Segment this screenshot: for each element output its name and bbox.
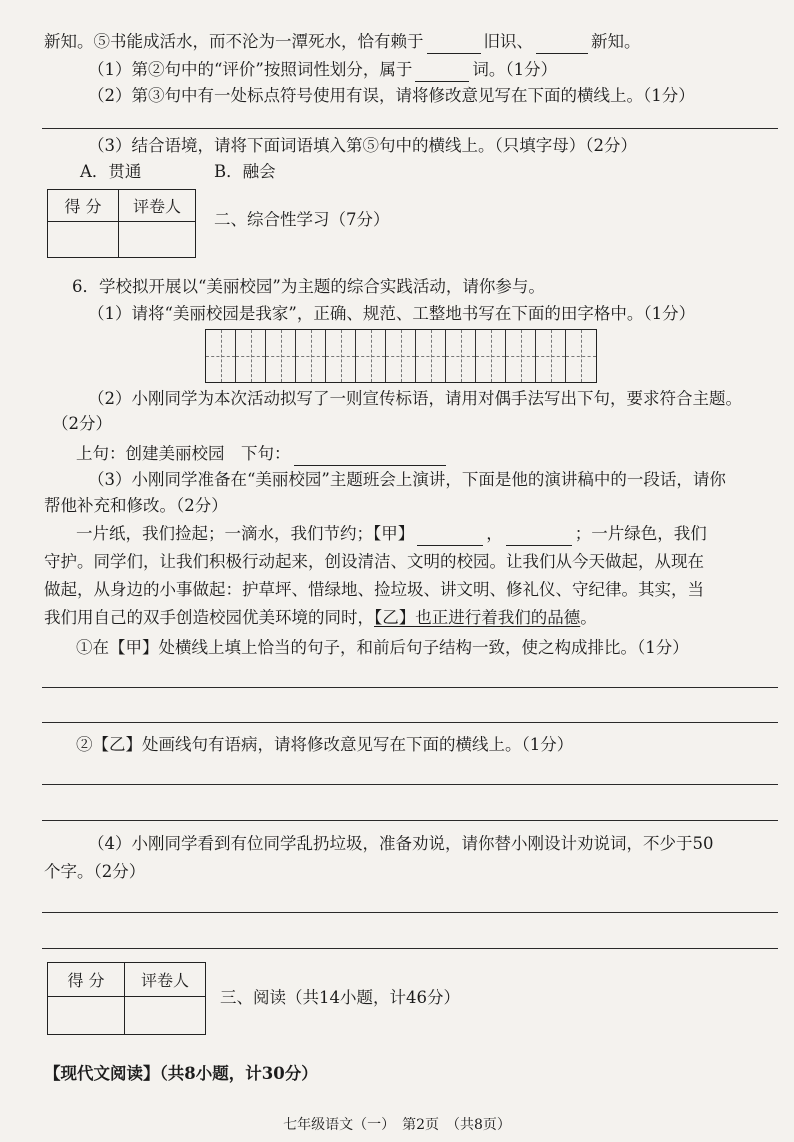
question-6-4: （4）小刚同学看到有位同学乱扔垃圾，准备劝说，请你替小刚设计劝说词，不少于50 <box>88 834 714 853</box>
tianzige-grid[interactable] <box>205 329 597 383</box>
answer-line[interactable] <box>42 128 778 129</box>
question-2: （2）第③句中有一处标点符号使用有误，请将修改意见写在下面的横线上。（1分） <box>88 86 695 105</box>
answer-line[interactable] <box>42 722 778 723</box>
section-3-title: 三、阅读（共14小题，计46分） <box>220 988 460 1007</box>
speech-line: 一片纸，我们捡起；一滴水，我们节约；【甲】 ， ；一片绿色，我们 <box>76 522 707 546</box>
page-footer: 七年级语文（一） 第2页 （共8页） <box>283 1117 511 1133</box>
answer-blank[interactable] <box>294 447 446 466</box>
option-b: B．融会 <box>214 162 276 181</box>
faulty-sentence: 【乙】也正进行着我们的品德 <box>374 608 581 627</box>
speech-line: 做起，从身边的小事做起：护草坪、惜绿地、捡垃圾、讲文明、修礼仪、守纪律。其实，当 <box>44 580 704 599</box>
answer-blank[interactable] <box>417 527 483 546</box>
section-2-title: 二、综合性学习（7分） <box>214 210 390 229</box>
question-3: （3）结合语境，请将下面词语填入第⑤句中的横线上。（只填字母）（2分） <box>88 136 637 155</box>
reviewer-cell[interactable] <box>125 997 206 1035</box>
passage-line: 新知。⑤书能成活水，而不沦为一潭死水，恰有赖于 旧识、 新知。 <box>44 30 641 54</box>
question-6: 6．学校拟开展以“美丽校园”为主题的综合实践活动，请你参与。 <box>72 277 545 296</box>
answer-line[interactable] <box>42 912 778 913</box>
score-cell[interactable] <box>48 997 125 1035</box>
answer-blank[interactable] <box>506 527 572 546</box>
modern-reading-title: 【现代文阅读】（共8小题，计30分） <box>44 1064 318 1083</box>
question-6-3-b: 帮他补充和修改。（2分） <box>44 496 228 515</box>
reviewer-label: 评卷人 <box>119 190 196 222</box>
answer-line[interactable] <box>42 820 778 821</box>
question-1: （1）第②句中的“评价”按照词性划分，属于 词。（1分） <box>88 58 557 82</box>
question-6-1: （1）请将“美丽校园是我家”，正确、规范、工整地书写在下面的田字格中。（1分） <box>88 304 696 323</box>
question-6-2-score: （2分） <box>52 414 112 433</box>
answer-line[interactable] <box>42 784 778 785</box>
reviewer-label: 评卷人 <box>125 963 206 997</box>
speech-line: 守护。同学们，让我们积极行动起来，创设清洁、文明的校园。让我们从今天做起，从现在 <box>44 552 704 571</box>
score-cell[interactable] <box>48 222 119 258</box>
slogan-line: 上句：创建美丽校园 下句： <box>76 442 449 466</box>
option-a: A．贯通 <box>80 162 142 181</box>
question-6-3: （3）小刚同学准备在“美丽校园”主题班会上演讲，下面是他的演讲稿中的一段话，请你 <box>88 470 726 489</box>
score-label: 得 分 <box>48 963 125 997</box>
answer-blank[interactable] <box>427 35 481 54</box>
score-box <box>47 189 196 258</box>
score-box <box>47 962 206 1035</box>
score-label: 得 分 <box>48 190 119 222</box>
answer-blank[interactable] <box>536 35 588 54</box>
sub-question-1: ①在【甲】处横线上填上恰当的句子，和前后句子结构一致，使之构成排比。（1分） <box>76 638 689 657</box>
question-6-4-b: 个字。（2分） <box>44 862 146 881</box>
answer-line[interactable] <box>42 948 778 949</box>
speech-line: 我们用自己的双手创造校园优美环境的同时，【乙】也正进行着我们的品德。 <box>44 608 597 627</box>
sub-question-2: ②【乙】处画线句有语病，请将修改意见写在下面的横线上。（1分） <box>76 735 574 754</box>
reviewer-cell[interactable] <box>119 222 196 258</box>
question-6-2: （2）小刚同学为本次活动拟写了一则宣传标语，请用对偶手法写出下句，要求符合主题。 <box>88 389 742 408</box>
answer-blank[interactable] <box>415 63 469 82</box>
answer-line[interactable] <box>42 687 778 688</box>
